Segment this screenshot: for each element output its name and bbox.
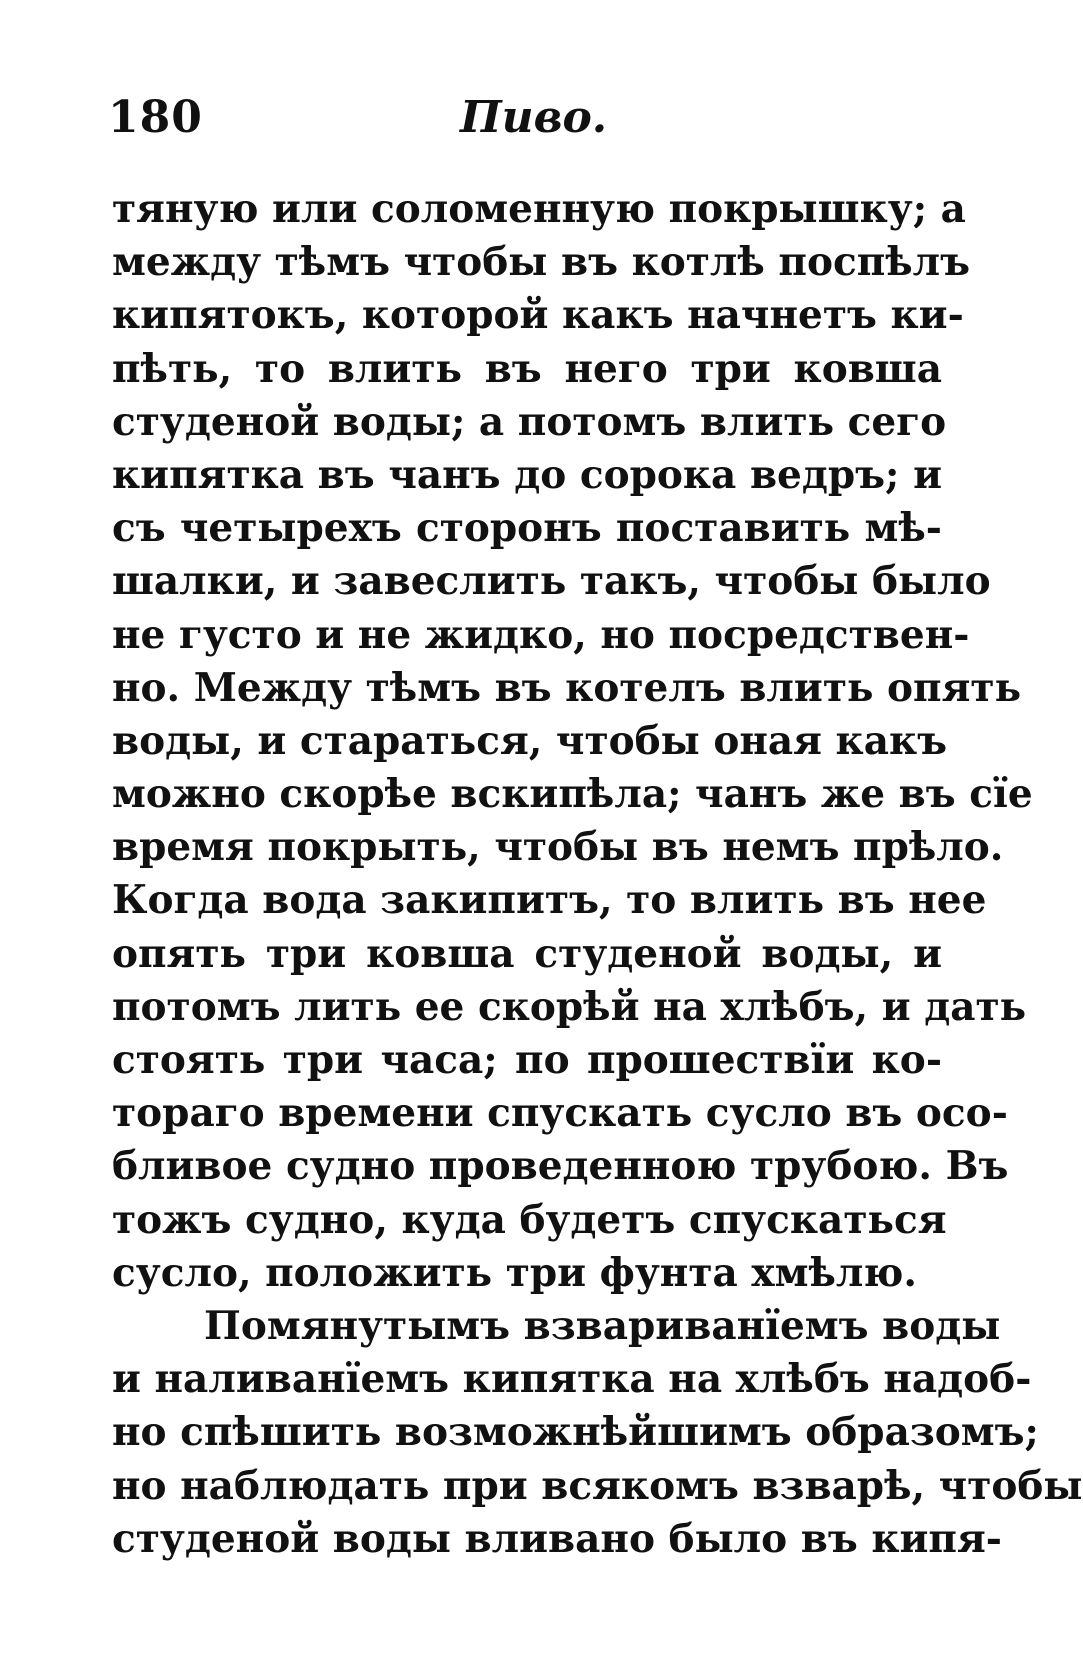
text-line: между тѣмъ чтобы въ котлѣ поспѣлъ [112,239,971,286]
text-line: но спѣшить возможнѣйшимъ образомъ; [112,1409,1039,1456]
text-line: студеной воды вливано было въ кипя- [112,1515,1002,1562]
text-line: но. Между тѣмъ въ котелъ влить опять [112,664,1022,711]
text-line: студеной воды; а потомъ влить сего [112,398,947,445]
page-number: 180 [108,92,203,143]
page-header [108,92,938,162]
text-line: время покрыть, чтобы въ немъ прѣло. [112,824,1004,871]
body-text [112,183,1083,1566]
text-line: бливое судно проведенною трубою. Въ [112,1143,1009,1190]
text-line: не густо и не жидко, но посредствен- [112,611,970,658]
text-line: тораго времени спускать сусло въ осо- [112,1090,1008,1137]
text-line: съ четырехъ сторонъ поставить мѣ- [112,505,942,552]
text-line: шалки, и завеслить такъ, чтобы было [112,558,991,605]
running-head: Пиво. [460,92,608,143]
text-line-paragraph-start: Помянутымъ взвариванїемъ воды [204,1302,1001,1349]
text-line: но наблюдать при всякомъ взварѣ, чтобы [112,1462,1083,1509]
text-line: и наливанїемъ кипятка на хлѣбъ надоб- [112,1356,1032,1403]
text-line: опять три ковша студеной воды, и [112,930,942,977]
text-line: тяную или соломенную покрышку; а [112,186,966,232]
text-line: можно скорѣе вскипѣла; чанъ же въ сїе [112,771,1033,818]
text-line: тожъ судно, куда будетъ спускаться [112,1196,947,1243]
text-line: пѣть, то влить въ него три ковша [112,345,942,392]
text-line: стоять три часа; по прошествїи ко- [112,1037,942,1083]
text-line: воды, и стараться, чтобы оная какъ [112,717,948,764]
text-line: Когда вода закипитъ, то влить въ нее [112,877,987,924]
text-line: кипятокъ, которой какъ начнетъ ки- [112,292,964,339]
text-line: сусло, положить три фунта хмѣлю. [112,1249,917,1296]
text-line: потомъ лить ее скорѣй на хлѣбъ, и дать [112,983,1027,1030]
text-line: кипятка въ чанъ до сорока ведръ; и [112,451,942,498]
